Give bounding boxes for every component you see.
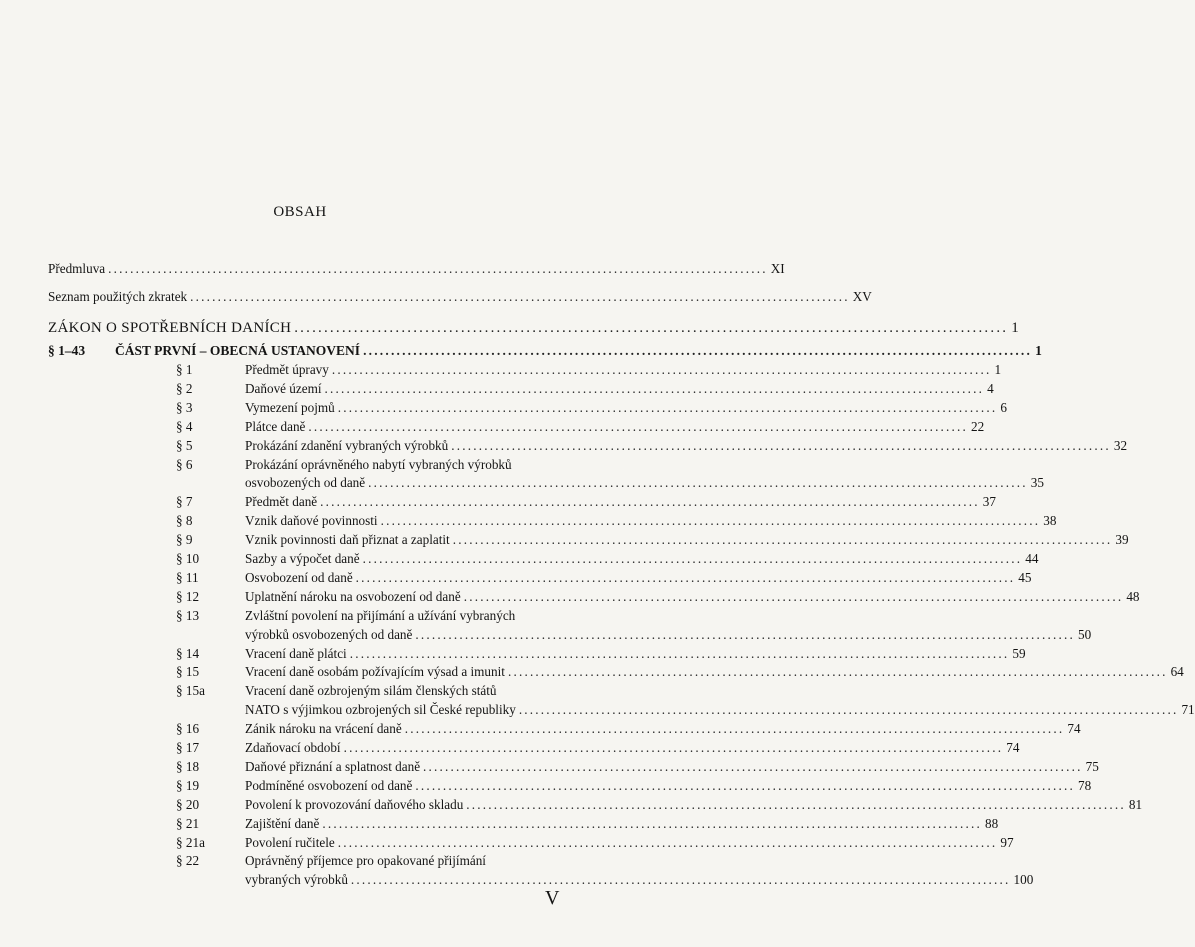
toc-entry-section[interactable]: [245, 645, 1026, 661]
toc-entry-section[interactable]: [245, 815, 999, 831]
section-number: § 7: [176, 494, 193, 510]
leader-dots: ........................................................................................................................: [423, 758, 1083, 774]
entry-page: XI: [770, 261, 785, 276]
entry-label: Osvobození od daně: [245, 569, 353, 585]
section-number: § 17: [176, 740, 200, 755]
leader-dots: ........................................................................................................................: [308, 418, 969, 434]
entry-page: 88: [984, 815, 999, 831]
entry-page: 44: [1025, 551, 1039, 566]
toc-entry-section[interactable]: [245, 834, 1014, 850]
toc-entry-section[interactable]: [245, 380, 994, 396]
leader-dots: ........................................................................................................................: [362, 551, 1023, 566]
section-number: § 3: [176, 399, 193, 415]
section-number: § 8: [176, 513, 193, 529]
section-number: § 14: [176, 645, 200, 661]
entry-label: Plátce daně: [245, 418, 306, 434]
section-number: § 21a: [176, 834, 205, 850]
entry-page: 1: [1011, 320, 1020, 336]
toc-entry-section[interactable]: [245, 551, 1039, 566]
entry-label: Daňové přiznání a splatnost daně: [245, 758, 421, 774]
toc-entry-section[interactable]: [245, 626, 1092, 642]
part-range: § 1–43: [48, 343, 86, 358]
leader-dots: ........................................................................................................................: [343, 740, 1004, 755]
leader-dots: ........................................................................................................................: [466, 796, 1126, 812]
entry-label: Vymezení pojmů: [245, 399, 335, 415]
leader-dots: ........................................................................................................................: [415, 626, 1075, 642]
toc-entry-section[interactable]: [245, 721, 1081, 737]
entry-label: Předmluva: [48, 261, 106, 276]
toc-entry-section[interactable]: [245, 494, 996, 510]
entry-label: Vracení daně plátci: [245, 645, 347, 661]
entry-label: Zdaňovací období: [245, 740, 341, 755]
leader-dots: ........................................................................................................................: [337, 834, 998, 850]
toc-entry-section[interactable]: [245, 777, 1092, 793]
leader-dots: ........................................................................................................................: [463, 588, 1124, 604]
entry-label: Předmět daně: [245, 494, 318, 510]
section-number: § 5: [176, 437, 193, 453]
entry-page: 37: [982, 494, 996, 510]
entry-page: XV: [852, 289, 872, 304]
section-number: § 20: [176, 796, 200, 812]
entry-label: Uplatnění nároku na osvobození od daně: [245, 588, 461, 604]
section-title-line: Prokázání oprávněného nabytí vybraných výrobků: [245, 456, 512, 472]
entry-label: Zánik nároku na vrácení daně: [245, 721, 402, 737]
leader-dots: ........................................................................................................................: [415, 777, 1075, 793]
entry-label: osvobozených od daně: [245, 475, 366, 491]
entry-label: vybraných výrobků: [245, 872, 348, 888]
entry-label: NATO s výjimkou ozbrojených sil České republiky: [245, 702, 516, 718]
section-number: § 12: [176, 588, 200, 604]
entry-page: 32: [1113, 437, 1128, 453]
toc-entry-section[interactable]: [245, 758, 1099, 774]
toc-entry-preface[interactable]: [48, 261, 785, 276]
leader-dots: ........................................................................................................................: [518, 702, 1179, 718]
entry-page: 48: [1126, 588, 1140, 604]
leader-dots: ........................................................................................................................: [363, 343, 1033, 358]
section-number: § 9: [176, 532, 193, 548]
entry-page: 4: [987, 380, 994, 396]
section-number: § 15: [176, 664, 200, 680]
entry-label: Předmět úpravy: [245, 362, 329, 377]
toc-entry-section[interactable]: [245, 475, 1044, 491]
section-number: § 10: [176, 551, 200, 566]
leader-dots: ........................................................................................................................: [349, 645, 1010, 661]
entry-page: 97: [1000, 834, 1014, 850]
entry-page: 100: [1013, 872, 1034, 888]
entry-label: Povolení ručitele: [245, 834, 335, 850]
leader-dots: ........................................................................................................................: [320, 494, 980, 510]
entry-label: Seznam použitých zkratek: [48, 289, 188, 304]
section-number: § 18: [176, 758, 200, 774]
entry-label: ZÁKON O SPOTŘEBNÍCH DANÍCH: [48, 320, 292, 336]
leader-dots: ........................................................................................................................: [404, 721, 1065, 737]
leader-dots: ........................................................................................................................: [452, 532, 1113, 548]
entry-label: Sazby a výpočet daně: [245, 551, 360, 566]
entry-label: Vznik povinnosti daň přiznat a zaplatit: [245, 532, 450, 548]
entry-page: 1: [1035, 343, 1042, 358]
toc-entry-section[interactable]: [245, 513, 1057, 529]
leader-dots: ........................................................................................................................: [190, 289, 850, 304]
page-folio: V: [545, 887, 560, 909]
leader-dots: ........................................................................................................................: [451, 437, 1111, 453]
toc-entry-section[interactable]: [245, 532, 1129, 548]
entry-page: 59: [1012, 645, 1026, 661]
section-title-line: Zvláštní povolení na přijímání a užívání vybraných: [245, 607, 516, 623]
entry-label: Zajištění daně: [245, 815, 320, 831]
entry-page: 35: [1030, 475, 1044, 491]
toc-entry-section[interactable]: [245, 588, 1140, 604]
section-number: § 1: [176, 362, 193, 377]
entry-page: 1: [994, 362, 1002, 377]
toc-entry-law[interactable]: [48, 320, 1020, 336]
toc-entry-section[interactable]: [245, 418, 985, 434]
leader-dots: ........................................................................................................................: [337, 399, 998, 415]
leader-dots: ........................................................................................................................: [380, 513, 1041, 529]
entry-label: Daňové území: [245, 380, 322, 396]
part-heading: [48, 343, 360, 358]
page-title: OBSAH: [273, 204, 327, 220]
entry-page: 74: [1067, 721, 1081, 737]
section-title-line: Vracení daně ozbrojeným silám členských států: [245, 683, 497, 699]
entry-label: Prokázání zdanění vybraných výrobků: [245, 437, 449, 453]
entry-page: 78: [1078, 777, 1092, 793]
toc-entry-section[interactable]: [245, 399, 1007, 415]
entry-label: Podmíněné osvobození od daně: [245, 777, 413, 793]
leader-dots: ........................................................................................................................: [108, 261, 768, 276]
toc-entry-section[interactable]: [245, 872, 1034, 888]
section-number: § 19: [176, 777, 200, 793]
entry-page: 50: [1078, 626, 1092, 642]
entry-page: 6: [1000, 399, 1007, 415]
section-number: § 6: [176, 456, 193, 472]
entry-page: 64: [1170, 664, 1184, 680]
section-number: § 13: [176, 607, 200, 623]
section-title-line: Oprávněný příjemce pro opakované přijímání: [245, 853, 486, 869]
leader-dots: ........................................................................................................................: [324, 380, 985, 396]
leader-dots: ........................................................................................................................: [507, 664, 1168, 680]
entry-label: Povolení k provozování daňového skladu: [245, 796, 464, 812]
entry-page: 81: [1128, 796, 1143, 812]
entry-page: 38: [1043, 513, 1057, 529]
entry-label: výrobků osvobozených od daně: [245, 626, 413, 642]
entry-label: Vznik daňové povinnosti: [245, 513, 378, 529]
entry-label: Vracení daně osobám požívajícím výsad a imunit: [245, 664, 505, 680]
section-number: § 15a: [176, 683, 205, 699]
toc-entry-section[interactable]: [245, 740, 1020, 755]
leader-dots: ........................................................................................................................: [368, 475, 1028, 491]
toc-entry-abbreviations[interactable]: [48, 289, 872, 304]
section-number: § 2: [176, 380, 193, 396]
toc-entry-section[interactable]: [245, 664, 1184, 680]
section-number: § 11: [176, 569, 199, 585]
leader-dots: ........................................................................................................................: [350, 872, 1011, 888]
leader-dots: ........................................................................................................................: [322, 815, 982, 831]
toc-entry-section[interactable]: [245, 362, 1002, 377]
section-number: § 21: [176, 815, 200, 831]
toc-entry-part-one[interactable]: [48, 343, 1042, 358]
entry-page: 22: [971, 418, 985, 434]
entry-page: 39: [1115, 532, 1129, 548]
leader-dots: ........................................................................................................................: [355, 569, 1016, 585]
section-number: § 4: [176, 418, 193, 434]
part-label: ČÁST PRVNÍ – OBECNÁ USTANOVENÍ: [115, 343, 361, 358]
entry-page: 75: [1085, 758, 1099, 774]
entry-page: 74: [1006, 740, 1020, 755]
toc-entry-section[interactable]: [245, 437, 1128, 453]
toc-entry-section[interactable]: [245, 796, 1143, 812]
section-number: § 22: [176, 853, 200, 869]
section-number: § 16: [176, 721, 200, 737]
entry-page: 45: [1018, 569, 1032, 585]
leader-dots: ........................................................................................................................: [331, 362, 992, 377]
entry-page: 71: [1181, 702, 1195, 718]
toc-entry-section[interactable]: [245, 702, 1195, 718]
leader-dots: ........................................................................................................................: [294, 320, 1009, 336]
toc-entry-section[interactable]: [245, 569, 1032, 585]
